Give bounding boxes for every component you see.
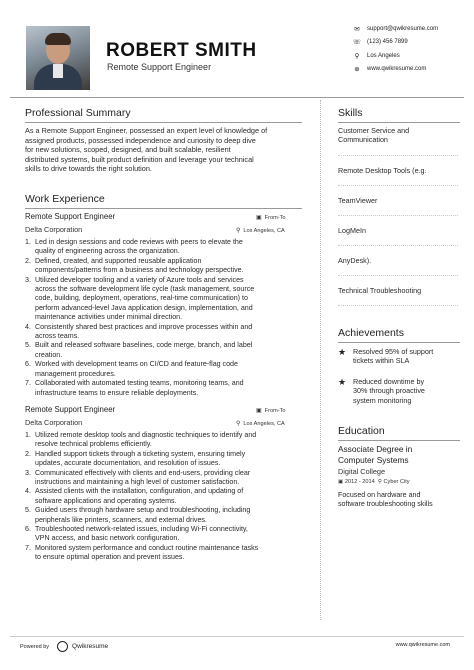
skill-divider <box>338 155 458 156</box>
profile-photo <box>26 26 90 90</box>
map-pin-icon: ⚲ <box>377 479 382 485</box>
skill-item: Technical Troubleshooting <box>338 286 422 295</box>
list-item: 1. Utilized remote desktop tools and diagnostic techniques to identify and resolve technical problems efficiently. <box>25 431 257 449</box>
list-item: 2. Defined, created, and supported reusable application components/patterns from a business and technology perspective. <box>25 256 244 275</box>
education-heading: Education <box>338 425 385 437</box>
list-item: 4. Assisted clients with the installation, configuration, and updating of software applications and operating systems. <box>25 487 244 505</box>
contact-list <box>352 22 470 76</box>
summary-text: As a Remote Support Engineer, possessed an expert level of knowledge of assigned products, possessed independence and curiosity to deep dive for new solutions, scoped, designed, and built scalable, resilient distributed systems, built product definition and leverage your technical skills to drive towards the right solution. <box>25 126 268 174</box>
skill-divider <box>338 185 458 186</box>
footer-divider <box>10 636 464 637</box>
calendar-icon: ▣ <box>256 215 262 221</box>
candidate-role: Remote Support Engineer <box>107 62 212 72</box>
job-bullets <box>25 431 310 563</box>
job-bullets <box>25 238 310 398</box>
achievements-heading: Achievements <box>338 327 404 339</box>
footer-powered-by[interactable]: Powered by Qwikresume <box>20 643 109 650</box>
list-item: 6. Troubleshooted network-related issues, including Wi-Fi connectivity, VPN access, and basic network configuration. <box>25 525 248 543</box>
achievement-item: Reduced downtime by 30% through proactive system monitoring <box>353 377 425 405</box>
experience-underline <box>25 208 302 209</box>
trophy-icon: ★ <box>338 377 347 387</box>
skills-underline <box>338 122 460 123</box>
calendar-icon: ▣ <box>338 479 344 485</box>
list-item: 2. Handled support tickets through a ticketing system, ensuring timely updates, accurate documentation, and resolution of issues. <box>25 449 246 468</box>
job-date: ▣ From-To <box>256 408 286 414</box>
calendar-icon: ▣ <box>256 408 262 414</box>
summary-underline <box>25 122 302 123</box>
phone-icon: ☏ <box>352 39 362 47</box>
footer-url[interactable]: www.qwikresume.com <box>395 642 450 648</box>
column-divider <box>320 100 321 620</box>
skill-item: Customer Service and Communication <box>338 126 410 145</box>
skill-item: TeamViewer <box>338 196 378 205</box>
list-item: 1. Led in design sessions and code reviews with peers to elevate the quality of engineering across the organization. <box>25 238 243 256</box>
skill-divider <box>338 275 458 276</box>
list-item: 4. Consistently shared best practices and improve processes within and across teams. <box>25 322 253 341</box>
achievements-underline <box>338 342 460 343</box>
skill-divider <box>338 305 458 306</box>
header-divider <box>10 97 464 98</box>
job-title: Remote Support Engineer <box>25 405 116 414</box>
skill-item: AnyDesk). <box>338 256 372 265</box>
list-item: 3. Utilized developer tooling and a variety of Azure tools and services across the software development life cycle (task management, source code, building, deployment, operations, real-time communication) to perform advanced-level Java application design, implementation, and maintenance activities under minimal direction. <box>25 275 255 322</box>
list-item: 3. Communicated effectively with clients and end-users, providing clear instructions and maintaining a high level of customer satisfaction. <box>25 468 251 487</box>
contact-email[interactable]: ✉ support@qwikresume.com <box>352 22 470 35</box>
contact-phone[interactable]: ☏ (123) 456 7899 <box>352 39 408 47</box>
email-icon: ✉ <box>354 25 360 33</box>
globe-icon: ⊕ <box>354 66 360 74</box>
skill-divider <box>338 245 458 246</box>
contact-location: ⚲ Los Angeles <box>352 49 470 62</box>
list-item: 5. Built and released software baselines, code merge, branch, and label creation. <box>25 341 253 359</box>
map-pin-icon: ⚲ <box>236 228 241 234</box>
contact-website[interactable]: ⊕ www.qwikresume.com <box>352 63 470 76</box>
summary-heading: Professional Summary <box>25 107 131 119</box>
location-icon: ⚲ <box>354 52 360 60</box>
skills-heading: Skills <box>338 107 363 119</box>
job-location: ⚲ Los Angeles, CA <box>236 228 285 234</box>
skill-divider <box>338 215 458 216</box>
list-item: 5. Guided users through hardware setup and troubleshooting, including peripherals like printers, scanners, and external drives. <box>25 506 251 524</box>
job-location: ⚲ Los Angeles, CA <box>236 421 285 427</box>
qwikresume-logo-icon <box>57 641 68 652</box>
list-item: 7. Monitored system performance and conduct routine maintenance tasks to ensure optimal operation and prevent issues. <box>25 543 259 562</box>
job-title: Remote Support Engineer <box>25 212 116 221</box>
experience-heading: Work Experience <box>25 193 105 205</box>
map-pin-icon: ⚲ <box>236 421 241 427</box>
education-school: Digital College <box>338 467 386 476</box>
footer-brand: Qwikresume <box>72 643 109 650</box>
job-company: Delta Corporation <box>25 418 83 427</box>
education-description: Focused on hardware and software troubleshooting skills <box>338 491 433 509</box>
job-company: Delta Corporation <box>25 225 83 234</box>
candidate-name: ROBERT SMITH <box>106 40 257 61</box>
education-meta: ▣ 2012 - 2014 ⚲ Cyber City <box>338 479 410 485</box>
list-item: 6. Worked with development teams on CI/CD and feature-flag code management procedures. <box>25 360 238 378</box>
trophy-icon: ★ <box>338 347 347 357</box>
job-date: ▣ From-To <box>256 215 286 221</box>
achievement-item: Resolved 95% of support tickets within SLA <box>353 347 434 366</box>
education-underline <box>338 440 460 441</box>
skill-item: Remote Desktop Tools (e.g. <box>338 166 427 175</box>
education-degree: Associate Degree in Computer Systems <box>338 444 413 465</box>
skill-item: LogMeIn <box>338 226 366 235</box>
list-item: 7. Collaborated with automated testing teams, monitoring teams, and infrastructure teams to ensure reliable deployments. <box>25 379 244 397</box>
